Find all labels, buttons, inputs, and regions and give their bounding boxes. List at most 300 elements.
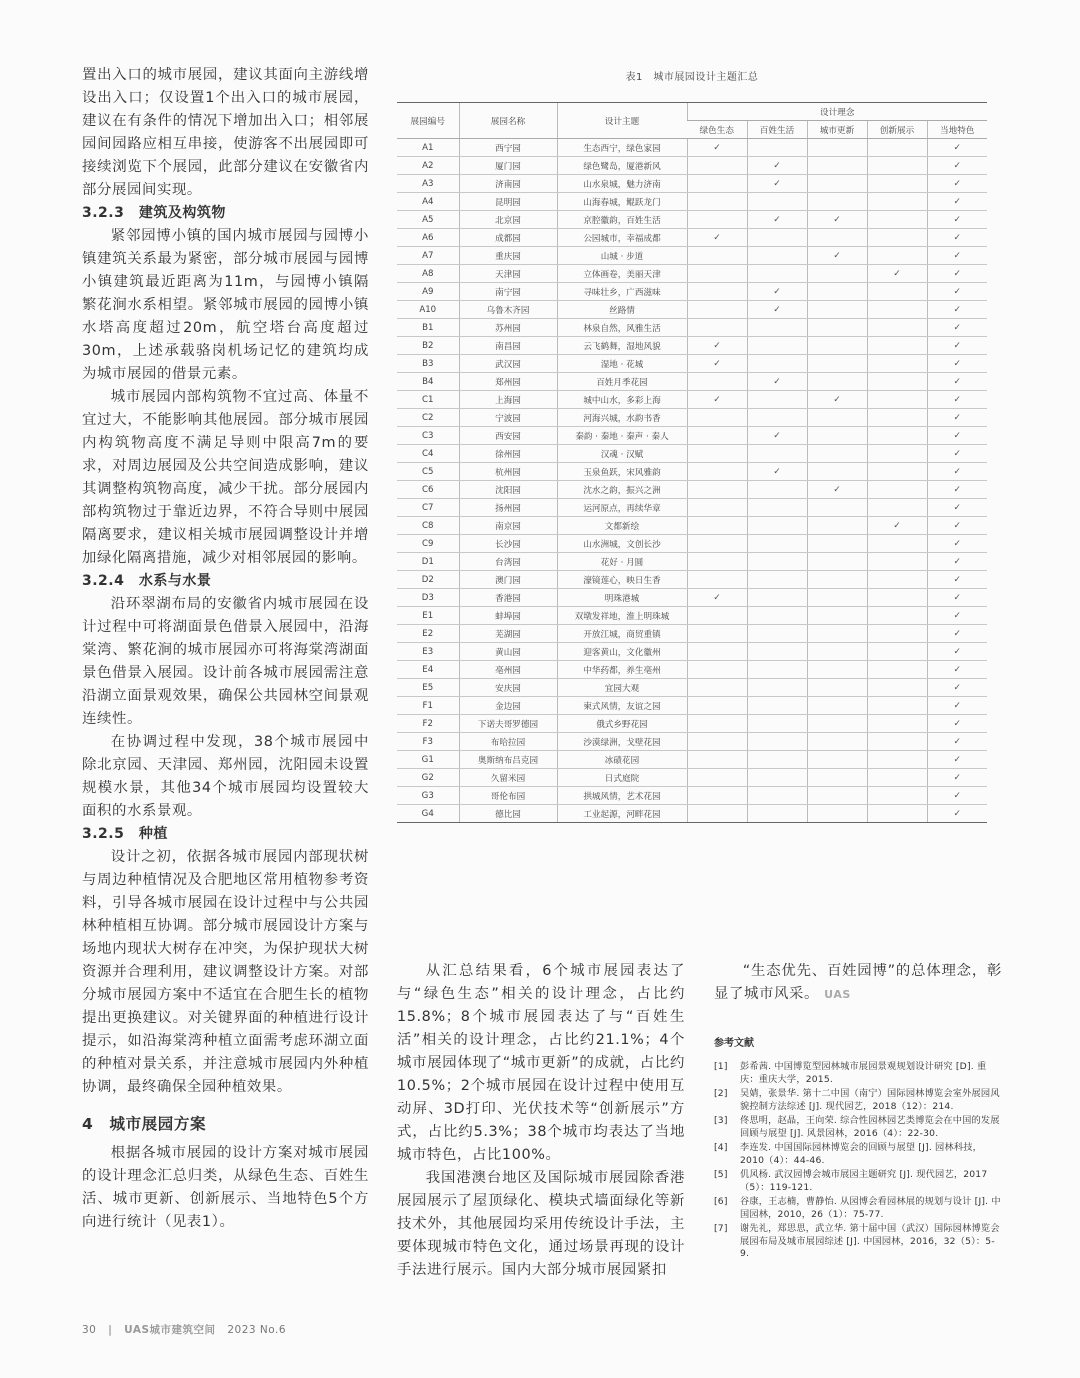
cell-check <box>747 733 807 751</box>
table-row <box>397 607 987 625</box>
table-row <box>397 391 987 409</box>
cell-check <box>807 517 867 535</box>
cell-check <box>747 139 807 157</box>
cell-check <box>807 355 867 373</box>
cell-check <box>807 805 867 823</box>
cell-theme: 汉魂 · 汉赋 <box>557 445 687 463</box>
cell-theme: 日式庭院 <box>557 769 687 787</box>
cell-id: A6 <box>397 229 459 247</box>
check-mark-icon: ✓ <box>953 160 962 171</box>
cell-name: 北京园 <box>459 211 557 229</box>
cell-check <box>807 553 867 571</box>
cell-check <box>867 265 927 283</box>
cell-check <box>807 661 867 679</box>
check-mark-icon: ✓ <box>953 610 962 621</box>
cell-id: A3 <box>397 175 459 193</box>
reference-number: [7] <box>714 1223 728 1234</box>
check-mark-icon: ✓ <box>953 754 962 765</box>
cell-check <box>927 463 987 481</box>
header-green-ecology: 绿色生态 <box>687 121 747 139</box>
cell-check <box>927 535 987 553</box>
cell-check <box>687 409 747 427</box>
paragraph: 沿环翠湖布局的安徽省内城市展园在设计过程中可将湖面景色借景入展园中，沿海棠湾、繁花涧的城市展园亦可将海棠湾湖面景色借景入展园。设计前各城市展园需注意沿湖立面景观效果，确保公共园林空间景观连续性。 <box>82 596 369 727</box>
cell-theme: 百姓月季花园 <box>557 373 687 391</box>
cell-check <box>747 751 807 769</box>
check-mark-icon: ✓ <box>773 178 781 189</box>
header-people-life: 百姓生活 <box>747 121 807 139</box>
cell-check <box>747 625 807 643</box>
left-column <box>82 64 369 1234</box>
cell-check <box>807 607 867 625</box>
cell-check <box>927 697 987 715</box>
cell-theme: 城中山水，多彩上海 <box>557 391 687 409</box>
cell-check <box>927 409 987 427</box>
cell-check <box>807 283 867 301</box>
cell-name: 重庆园 <box>459 247 557 265</box>
check-mark-icon: ✓ <box>773 430 781 441</box>
cell-name: 杭州园 <box>459 463 557 481</box>
check-mark-icon: ✓ <box>953 592 962 603</box>
cell-theme: 文都新绘 <box>557 517 687 535</box>
cell-check <box>927 589 987 607</box>
cell-check <box>867 337 927 355</box>
cell-check <box>867 409 927 427</box>
cell-check <box>927 769 987 787</box>
cell-check <box>747 355 807 373</box>
cell-id: E2 <box>397 625 459 643</box>
cell-check <box>687 679 747 697</box>
page-number: 30 <box>82 1324 97 1336</box>
section-heading-3-2-5: 3.2.5 种植 <box>82 826 168 842</box>
table-row <box>397 463 987 481</box>
cell-check <box>747 715 807 733</box>
cell-check <box>687 625 747 643</box>
cell-check <box>687 229 747 247</box>
cell-theme: 生态西宁，绿色家园 <box>557 139 687 157</box>
cell-theme: 濠镜莲心，映日生香 <box>557 571 687 589</box>
cell-name: 扬州园 <box>459 499 557 517</box>
table-row <box>397 409 987 427</box>
cell-check <box>807 535 867 553</box>
table-row <box>397 355 987 373</box>
paragraph: 根据各城市展园的设计方案对城市展园的设计理念汇总归类，从绿色生态、百姓生活、城市更新、创新展示、当地特色5个方向进行统计（见表1）。 <box>82 1145 369 1230</box>
table-row <box>397 157 987 175</box>
cell-id: G4 <box>397 805 459 823</box>
cell-name: 西宁园 <box>459 139 557 157</box>
cell-id: A5 <box>397 211 459 229</box>
cell-check <box>867 355 927 373</box>
cell-check <box>807 589 867 607</box>
check-mark-icon: ✓ <box>953 682 962 693</box>
table-row <box>397 175 987 193</box>
check-mark-icon: ✓ <box>953 628 962 639</box>
paragraph: 置出入口的城市展园，建议其面向主游线增设出入口；仅设置1个出入口的城市展园，建议在有条件的情况下增加出入口；相邻展园间园路应相互串接，使游客不出展园即可接续浏览下个展园，此部分建议在安徽省内部分展园间实现。 <box>82 67 369 198</box>
cell-check <box>747 265 807 283</box>
cell-check <box>927 211 987 229</box>
cell-theme: 玉泉鱼跃，宋风雅韵 <box>557 463 687 481</box>
check-mark-icon: ✓ <box>953 376 962 387</box>
cell-check <box>927 553 987 571</box>
table-row <box>397 535 987 553</box>
cell-check <box>927 229 987 247</box>
cell-check <box>687 175 747 193</box>
cell-check <box>807 625 867 643</box>
table-row <box>397 211 987 229</box>
cell-check <box>687 751 747 769</box>
cell-check <box>747 481 807 499</box>
cell-name: 安庆园 <box>459 679 557 697</box>
cell-theme: 拱城风情，艺术花园 <box>557 787 687 805</box>
cell-check <box>867 607 927 625</box>
reference-item <box>714 1196 1002 1221</box>
cell-name: 南京园 <box>459 517 557 535</box>
cell-id: G2 <box>397 769 459 787</box>
table-row <box>397 337 987 355</box>
cell-check <box>687 337 747 355</box>
cell-check <box>687 697 747 715</box>
check-mark-icon: ✓ <box>953 718 962 729</box>
cell-check <box>867 319 927 337</box>
cell-name: 久留米园 <box>459 769 557 787</box>
cell-name: 布哈拉园 <box>459 733 557 751</box>
cell-check <box>867 661 927 679</box>
cell-check <box>807 481 867 499</box>
cell-name: 南宁园 <box>459 283 557 301</box>
reference-text: 吴婧，张景华. 第十二中国（南宁）国际园林博览会室外展园风貌控制方法综述 [J]. 现代园艺，2018（12）：214. <box>740 1088 1000 1112</box>
cell-check <box>747 535 807 553</box>
cell-check <box>927 499 987 517</box>
cell-theme: 花好 · 月圆 <box>557 553 687 571</box>
cell-check <box>687 373 747 391</box>
check-mark-icon: ✓ <box>893 268 901 279</box>
table-row <box>397 589 987 607</box>
cell-check <box>807 715 867 733</box>
cell-name: 徐州园 <box>459 445 557 463</box>
cell-check <box>687 157 747 175</box>
cell-check <box>927 661 987 679</box>
cell-check <box>687 193 747 211</box>
cell-check <box>747 571 807 589</box>
cell-id: B3 <box>397 355 459 373</box>
cell-check <box>807 337 867 355</box>
cell-check <box>867 715 927 733</box>
cell-check <box>687 643 747 661</box>
cell-name: 香港园 <box>459 589 557 607</box>
cell-check <box>747 445 807 463</box>
cell-check <box>807 265 867 283</box>
reference-text: 佟思明，赵晶，王向荣. 综合性园林园艺类博览会在中国的发展回顾与展望 [J]. 风景园林，2016（4）：22-30. <box>740 1115 1000 1139</box>
cell-theme: 俄式乡野花园 <box>557 715 687 733</box>
cell-check <box>687 463 747 481</box>
cell-id: F2 <box>397 715 459 733</box>
cell-check <box>807 697 867 715</box>
cell-check <box>747 373 807 391</box>
cell-check <box>747 607 807 625</box>
check-mark-icon: ✓ <box>953 502 962 513</box>
reference-item <box>714 1115 1002 1140</box>
reference-number: [2] <box>714 1088 728 1099</box>
cell-id: C8 <box>397 517 459 535</box>
table-row <box>397 805 987 823</box>
cell-check <box>807 247 867 265</box>
check-mark-icon: ✓ <box>833 484 841 495</box>
cell-check <box>867 427 927 445</box>
cell-theme: 中华药都，养生亳州 <box>557 661 687 679</box>
cell-check <box>807 229 867 247</box>
cell-id: E3 <box>397 643 459 661</box>
cell-check <box>927 193 987 211</box>
cell-check <box>927 283 987 301</box>
cell-name: 宁波园 <box>459 409 557 427</box>
cell-check <box>747 319 807 337</box>
cell-check <box>927 733 987 751</box>
reference-number: [4] <box>714 1142 728 1153</box>
cell-name: 天津园 <box>459 265 557 283</box>
reference-number: [5] <box>714 1169 728 1180</box>
cell-check <box>867 301 927 319</box>
header-urban-renewal: 城市更新 <box>807 121 867 139</box>
cell-check <box>807 373 867 391</box>
cell-check <box>867 787 927 805</box>
uas-end-mark: UAS <box>824 988 851 1001</box>
paragraph: 城市展园内部构筑物不宜过高、体量不宜过大，不能影响其他展园。部分城市展园内构筑物高度不满足导则中限高7m的要求，对周边展园及公共空间造成影响，建议其调整构筑物高度，减少干扰。部分展园内部构筑物过于靠近边界，不符合导则中展园隔离要求，建议相关城市展园调整设计并增加绿化隔离措施，减少对相邻展园的影响。 <box>82 389 369 566</box>
check-mark-icon: ✓ <box>713 358 721 369</box>
cell-check <box>747 337 807 355</box>
check-mark-icon: ✓ <box>773 466 781 477</box>
cell-name: 济南园 <box>459 175 557 193</box>
table-row <box>397 751 987 769</box>
header-theme: 设计主题 <box>557 103 687 139</box>
check-mark-icon: ✓ <box>773 160 781 171</box>
cell-check <box>747 589 807 607</box>
cell-theme: 宜园大观 <box>557 679 687 697</box>
paragraph: 从汇总结果看，6个城市展园表达了与“绿色生态”相关的设计理念，占比约15.8%；8个城市展园表达了与“百姓生活”相关的设计理念，占比约21.1%；4个城市展园体现了“城市更新”的成就，占比约10.5%；2个城市展园在设计过程中使用互动屏、3D打印、光伏技术等“创新展示”方式，占比约5.3%；38个城市均表达了当地城市特色，占比100%。 <box>397 963 685 1163</box>
design-theme-table <box>397 102 987 823</box>
cell-check <box>867 769 927 787</box>
cell-check <box>927 265 987 283</box>
check-mark-icon: ✓ <box>953 232 962 243</box>
cell-theme: 山水洲城，文创长沙 <box>557 535 687 553</box>
cell-check <box>687 427 747 445</box>
cell-check <box>927 337 987 355</box>
reference-number: [6] <box>714 1196 728 1207</box>
cell-check <box>687 589 747 607</box>
cell-check <box>867 175 927 193</box>
check-mark-icon: ✓ <box>773 304 781 315</box>
table-row <box>397 319 987 337</box>
cell-id: D1 <box>397 553 459 571</box>
check-mark-icon: ✓ <box>953 340 962 351</box>
table-row <box>397 265 987 283</box>
reference-number: [1] <box>714 1061 728 1072</box>
cell-check <box>687 445 747 463</box>
cell-id: E1 <box>397 607 459 625</box>
check-mark-icon: ✓ <box>773 214 781 225</box>
cell-name: 下诺夫哥罗德园 <box>459 715 557 733</box>
cell-check <box>867 157 927 175</box>
check-mark-icon: ✓ <box>953 430 962 441</box>
cell-check <box>807 445 867 463</box>
cell-check <box>747 301 807 319</box>
check-mark-icon: ✓ <box>953 250 962 261</box>
cell-check <box>747 391 807 409</box>
cell-id: C3 <box>397 427 459 445</box>
check-mark-icon: ✓ <box>953 484 962 495</box>
cell-id: A7 <box>397 247 459 265</box>
cell-check <box>687 319 747 337</box>
cell-check <box>687 661 747 679</box>
check-mark-icon: ✓ <box>953 286 962 297</box>
cell-check <box>807 751 867 769</box>
cell-check <box>807 175 867 193</box>
cell-check <box>807 211 867 229</box>
cell-check <box>807 733 867 751</box>
cell-check <box>687 535 747 553</box>
cell-id: G3 <box>397 787 459 805</box>
table-row <box>397 499 987 517</box>
check-mark-icon: ✓ <box>953 142 962 153</box>
cell-id: C9 <box>397 535 459 553</box>
cell-check <box>747 661 807 679</box>
check-mark-icon: ✓ <box>953 808 962 819</box>
check-mark-icon: ✓ <box>713 394 721 405</box>
cell-id: C7 <box>397 499 459 517</box>
cell-check <box>747 697 807 715</box>
cell-id: D3 <box>397 589 459 607</box>
check-mark-icon: ✓ <box>953 736 962 747</box>
cell-check <box>927 139 987 157</box>
cell-theme: 冰碛花园 <box>557 751 687 769</box>
cell-check <box>807 409 867 427</box>
cell-check <box>867 229 927 247</box>
check-mark-icon: ✓ <box>953 538 962 549</box>
cell-id: C5 <box>397 463 459 481</box>
cell-id: E5 <box>397 679 459 697</box>
cell-name: 蚌埠园 <box>459 607 557 625</box>
check-mark-icon: ✓ <box>953 394 962 405</box>
cell-check <box>927 427 987 445</box>
table-caption: 表1 城市展园设计主题汇总 <box>625 72 759 83</box>
reference-item <box>714 1169 1002 1194</box>
check-mark-icon: ✓ <box>953 196 962 207</box>
cell-check <box>747 409 807 427</box>
reference-item <box>714 1223 1002 1261</box>
cell-check <box>687 283 747 301</box>
check-mark-icon: ✓ <box>953 556 962 567</box>
cell-check <box>687 805 747 823</box>
cell-check <box>807 427 867 445</box>
cell-check <box>687 355 747 373</box>
right-column <box>714 960 1002 1263</box>
cell-theme: 河海兴城，水韵书香 <box>557 409 687 427</box>
cell-id: B1 <box>397 319 459 337</box>
check-mark-icon: ✓ <box>953 412 962 423</box>
reference-text: 谷康，王志楠，曹静怡. 从园博会看园林展的规划与设计 [J]. 中国园林，2010，26（1）：75-77. <box>740 1196 1001 1220</box>
paragraph: 设计之初，依据各城市展园内部现状树与周边种植情况及合肥地区常用植物参考资料，引导各城市展园在设计过程中与公共园林种植相互协调。部分城市展园设计方案与场地内现状大树存在冲突，为保护现状大树资源并合理利用，建议调整设计方案。对部分城市展园方案中不适宜在合肥生长的植物提出更换建议。对关键界面的种植进行设计提示，如沿海棠湾种植立面需考虑环湖立面的种植对景关系，并注意城市展园内外种植协调，最终确保全园种植效果。 <box>82 849 369 1095</box>
header-name: 展园名称 <box>459 103 557 139</box>
cell-check <box>687 553 747 571</box>
check-mark-icon: ✓ <box>953 448 962 459</box>
cell-check <box>807 193 867 211</box>
section-heading-3-2-3: 3.2.3 建筑及构筑物 <box>82 205 226 221</box>
check-mark-icon: ✓ <box>713 340 721 351</box>
cell-check <box>867 193 927 211</box>
cell-check <box>867 805 927 823</box>
check-mark-icon: ✓ <box>953 304 962 315</box>
reference-number: [3] <box>714 1115 728 1126</box>
cell-id: C6 <box>397 481 459 499</box>
cell-check <box>747 643 807 661</box>
table-row <box>397 661 987 679</box>
table-row <box>397 373 987 391</box>
cell-check <box>867 535 927 553</box>
cell-check <box>807 463 867 481</box>
cell-id: G1 <box>397 751 459 769</box>
cell-check <box>747 229 807 247</box>
cell-check <box>927 625 987 643</box>
reference-item <box>714 1088 1002 1113</box>
cell-id: D2 <box>397 571 459 589</box>
reference-text: 谢先礼，郑思思，武立华. 第十届中国（武汉）国际园林博览会展园布局及城市展园综述 [J]. 中国园林，2016，32（5）：5-9. <box>740 1223 1000 1259</box>
cell-theme: 山城 · 步道 <box>557 247 687 265</box>
cell-check <box>867 589 927 607</box>
cell-check <box>807 391 867 409</box>
cell-check <box>747 175 807 193</box>
cell-check <box>747 769 807 787</box>
cell-theme: 山海春城，鲲跃龙门 <box>557 193 687 211</box>
cell-name: 亳州园 <box>459 661 557 679</box>
cell-check <box>927 805 987 823</box>
cell-check <box>927 679 987 697</box>
header-concept: 设计理念 <box>687 103 987 121</box>
cell-check <box>747 211 807 229</box>
reference-item <box>714 1061 1002 1086</box>
cell-theme: 迎客黄山，文化徽州 <box>557 643 687 661</box>
cell-theme: 丝路情 <box>557 301 687 319</box>
cell-check <box>927 571 987 589</box>
check-mark-icon: ✓ <box>713 592 721 603</box>
check-mark-icon: ✓ <box>833 394 841 405</box>
cell-check <box>747 427 807 445</box>
cell-check <box>927 247 987 265</box>
check-mark-icon: ✓ <box>893 520 901 531</box>
cell-name: 乌鲁木齐园 <box>459 301 557 319</box>
cell-check <box>927 175 987 193</box>
cell-check <box>867 481 927 499</box>
cell-id: A2 <box>397 157 459 175</box>
cell-check <box>807 679 867 697</box>
cell-check <box>867 391 927 409</box>
cell-check <box>927 157 987 175</box>
cell-id: C4 <box>397 445 459 463</box>
check-mark-icon: ✓ <box>953 664 962 675</box>
cell-check <box>687 211 747 229</box>
cell-id: C2 <box>397 409 459 427</box>
cell-name: 奥斯纳布吕克园 <box>459 751 557 769</box>
cell-check <box>687 787 747 805</box>
cell-theme: 公园城市，幸福成都 <box>557 229 687 247</box>
cell-check <box>867 373 927 391</box>
cell-check <box>747 805 807 823</box>
page-footer <box>82 1322 294 1337</box>
cell-name: 澳门园 <box>459 571 557 589</box>
cell-theme: 绿色鹭岛，厦港新风 <box>557 157 687 175</box>
cell-check <box>807 301 867 319</box>
cell-check <box>747 499 807 517</box>
cell-name: 哥伦布园 <box>459 787 557 805</box>
cell-check <box>807 787 867 805</box>
cell-check <box>927 715 987 733</box>
